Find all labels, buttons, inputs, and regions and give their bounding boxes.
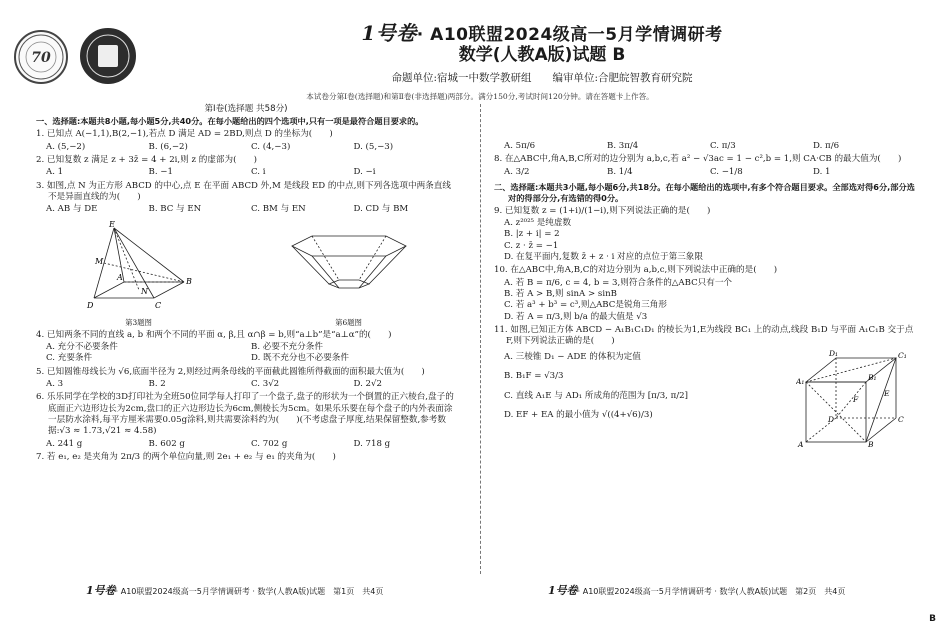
label-B1: B₁ bbox=[868, 372, 877, 382]
option: D. EF + EA 的最小值为 √((4+√6)/3) bbox=[504, 409, 653, 420]
option: D. −i bbox=[353, 167, 376, 178]
school-seal-logo bbox=[14, 30, 68, 84]
question-3: 3. 如图,点 N 为正方形 ABCD 的中心,点 E 在平面 ABCD 外,M 是线段 ED 的中点,则下列各选项中两条直线不是异面直线的为( ) bbox=[36, 180, 451, 202]
question-2-options bbox=[36, 167, 456, 178]
option: C. 充要条件 bbox=[46, 353, 93, 364]
footer-text: · A10联盟2024级高一5月学情调研考 · 数学(人教A版)试题 第1页 共4页 bbox=[115, 587, 384, 596]
question-11-options bbox=[494, 349, 796, 448]
option: A. 充分不必要条件 bbox=[46, 342, 118, 353]
lateral-edge bbox=[369, 246, 406, 284]
option: D. 若 A = π/3,则 b/a 的最大值是 √3 bbox=[504, 311, 648, 322]
lateral-edge bbox=[359, 256, 386, 288]
option: A. z²⁰²⁵ 是纯虚数 bbox=[504, 218, 572, 229]
option: D. CD 与 BM bbox=[353, 204, 409, 215]
option: A. AB 与 DE bbox=[46, 204, 98, 215]
label-N: N bbox=[140, 286, 148, 296]
option: C. 702 g bbox=[251, 438, 288, 449]
pyramid-figure bbox=[79, 218, 199, 314]
figure-3-caption: 第3题图 bbox=[125, 317, 152, 327]
option: C. 直线 A₁E 与 AD₁ 所成角的范围为 [π/3, π/2] bbox=[504, 390, 688, 401]
option: C. (4,−3) bbox=[251, 141, 291, 152]
option: B. 必要不充分条件 bbox=[251, 342, 323, 353]
svg-text:70: 70 bbox=[31, 50, 51, 66]
figure-3 bbox=[79, 218, 199, 328]
seal-emblem-icon bbox=[16, 32, 66, 82]
hidden-lateral-edge bbox=[359, 236, 386, 280]
label-A: A bbox=[116, 272, 123, 282]
label-B: B bbox=[868, 439, 874, 448]
column-divider bbox=[480, 104, 481, 574]
segment-BC1 bbox=[866, 358, 896, 442]
question-2: 2. 已知复数 z 满足 z + 3z̄ = 4 + 2i,则 z 的虚部为( ) bbox=[36, 154, 258, 165]
option: A. 三棱锥 D₁ − ADE 的体积为定值 bbox=[504, 351, 641, 362]
option: B. 2 bbox=[148, 379, 166, 390]
label-A: A bbox=[798, 439, 804, 448]
label-D1: D₁ bbox=[829, 348, 839, 358]
option: C. π/3 bbox=[710, 141, 736, 151]
part-title: 第Ⅰ卷(选择题 共58分) bbox=[204, 104, 288, 114]
brand-mark: 1号卷 bbox=[361, 21, 417, 45]
option: B. −1 bbox=[148, 167, 173, 178]
option: B. 3π/4 bbox=[607, 141, 639, 151]
option: B. |z + i| = 2 bbox=[504, 229, 560, 240]
cube-figure bbox=[796, 348, 916, 448]
option: D. π/6 bbox=[813, 141, 840, 151]
option: C. i bbox=[251, 167, 266, 178]
segment-B1D bbox=[836, 382, 866, 418]
option: C. 若 a³ + b³ = c³,则△ABC是锐角三角形 bbox=[504, 300, 667, 311]
question-10: 10. 在△ABC中,角A,B,C的对边分别为 a,b,c,则下列说法中正确的是( ) bbox=[494, 265, 778, 276]
question-8-options bbox=[494, 167, 916, 178]
question-3-options bbox=[36, 204, 456, 215]
right-column bbox=[494, 140, 916, 448]
label-B: B bbox=[185, 276, 192, 286]
paper-version-letter: B bbox=[929, 614, 936, 624]
question-9-options bbox=[494, 218, 916, 263]
label-M: M bbox=[94, 256, 103, 266]
option: D. 1 bbox=[813, 166, 831, 177]
question-6-options bbox=[36, 439, 456, 450]
footer-brand-mark: 1号卷 bbox=[86, 584, 116, 597]
label-D: D bbox=[86, 300, 93, 310]
figure-row bbox=[36, 218, 456, 328]
question-1-options bbox=[36, 142, 456, 153]
option: D. 2√2 bbox=[353, 379, 382, 390]
footer-page-1 bbox=[86, 584, 383, 599]
author-units: 命题单位:宿城一中数学教研组 编审单位:合肥皖智教育研究院 bbox=[391, 72, 693, 84]
question-7-options bbox=[494, 141, 916, 152]
question-4: 4. 已知两条不同的直线 a, b 和两个不同的平面 α, β,且 α∩β = b,则“a⊥b”是“a⊥α”的( ) bbox=[36, 329, 392, 340]
question-10-options bbox=[494, 278, 916, 323]
option: B. 602 g bbox=[148, 438, 185, 449]
segment-A1C1 bbox=[806, 358, 896, 382]
left-column bbox=[36, 104, 456, 463]
hidden-lateral-edge bbox=[312, 236, 339, 280]
option: B. BC 与 EN bbox=[148, 204, 202, 215]
option: C. 3√2 bbox=[251, 379, 280, 390]
option: C. z · z̄ = −1 bbox=[504, 240, 559, 251]
option: D. 既不充分也不必要条件 bbox=[251, 353, 349, 364]
option: A. 3 bbox=[46, 379, 64, 390]
label-D: D bbox=[828, 414, 835, 424]
label-C: C bbox=[898, 414, 904, 424]
section-two-instructions: 二、选择题:本题共3小题,每小题6分,共18分。在每小题给出的选项中,有多个符合题目要求。全部选对得6分,部分选对的得部分分,有选错的得0分。 bbox=[494, 182, 915, 203]
footer-brand-mark: 1号卷 bbox=[548, 584, 578, 597]
footer-text: · A10联盟2024级高一5月学情调研考 · 数学(人教A版)试题 第2页 共4页 bbox=[577, 587, 846, 596]
option: C. −1/8 bbox=[710, 166, 743, 177]
option: A. 3/2 bbox=[504, 166, 530, 177]
lateral-edge bbox=[292, 246, 329, 284]
plate-rim bbox=[292, 236, 406, 256]
label-E: E bbox=[884, 388, 890, 398]
question-11-body bbox=[494, 348, 916, 448]
option: A. 5π/6 bbox=[504, 141, 536, 151]
question-6: 6. 乐乐同学在学校的3D打印社为全班50位同学每人打印了一个盘子,盘子的形状为一个倒置的正六棱台,盘子的底面正六边形边长为2cm,盘口的正六边形边长为6cm,侧棱长为5cm。如果乐乐要在每个盘子的内外表面涂一层防水涂料,每平方厘米需要0.05g涂料,则共需要涂料约为( )(不考虑盘子厚度,结果保留整数,参考数据:√3 ≈ 1.73,√21 ≈ 4.58) bbox=[36, 392, 454, 437]
institute-emblem-icon bbox=[83, 31, 133, 81]
exam-title bbox=[172, 20, 912, 46]
question-5: 5. 已知圆锥母线长为 √6,底面半径为 2,则经过两条母线的平面截此圆锥所得截面的面积最大值为( ) bbox=[36, 366, 425, 377]
option: D. 718 g bbox=[353, 438, 391, 449]
figure-6-caption: 第6题图 bbox=[335, 317, 362, 327]
label-C: C bbox=[154, 300, 161, 310]
question-11: 11. 如图,已知正方体 ABCD − A₁B₁C₁D₁ 的棱长为1,E为线段 BC₁ 上的动点,线段 B₁D 与平面 A₁C₁B 交于点 F,则下列说法正确的是( ) bbox=[494, 325, 914, 347]
plate-bottom bbox=[329, 280, 369, 288]
option: A. 241 g bbox=[46, 438, 83, 449]
education-institute-logo bbox=[80, 28, 136, 84]
footer-page-2 bbox=[548, 584, 845, 599]
question-8: 8. 在△ABC中,角A,B,C所对的边分别为 a,b,c,若 a² − √3ac = 1 − c²,b = 1,则 CA·CB 的最大值为( ) bbox=[494, 154, 902, 165]
frustum-plate-figure bbox=[284, 218, 414, 314]
figure-6 bbox=[284, 218, 414, 328]
subject-title: 数学(人教A版)试题 B bbox=[458, 45, 626, 65]
label-A1: A₁ bbox=[796, 376, 805, 386]
option: A. 若 B = π/6, c = 4, b = 3,则符合条件的△ABC只有一个 bbox=[504, 277, 733, 288]
question-7: 7. 若 e₁, e₂ 是夹角为 2π/3 的两个单位向量,则 2e₁ + e₂ 与 e₁ 的夹角为( ) bbox=[36, 452, 336, 463]
option: D. 在复平面内,复数 z̄ + z · i 对应的点位于第三象限 bbox=[504, 252, 703, 263]
section-one-instructions: 一、选择题:本题共8小题,每小题5分,共40分。在每小题给出的四个选项中,只有一项是最符合题目要求的。 bbox=[36, 116, 424, 127]
option: B. B₁F = √3/3 bbox=[504, 371, 564, 382]
lateral-edge bbox=[312, 256, 339, 288]
option: A. (5,−2) bbox=[46, 141, 86, 152]
label-C1: C₁ bbox=[898, 350, 907, 360]
exam-note: 本试卷分第Ⅰ卷(选择题)和第Ⅱ卷(非选择题)两部分。满分150分,考试时间120分钟。请在答题卡上作答。 bbox=[306, 92, 654, 101]
question-4-options bbox=[36, 342, 456, 365]
option: A. 1 bbox=[46, 167, 64, 178]
exam-title-text: · A10联盟2024级高一5月学情调研考 bbox=[416, 25, 723, 45]
question-5-options bbox=[36, 379, 456, 390]
question-9: 9. 已知复数 z = (1+i)/(1−i),则下列说法正确的是( ) bbox=[494, 205, 711, 216]
option: D. (5,−3) bbox=[353, 141, 394, 152]
option: B. (6,−2) bbox=[148, 141, 188, 152]
option: C. BM 与 EN bbox=[251, 204, 306, 215]
label-F: F bbox=[853, 394, 859, 404]
edge-EC bbox=[114, 228, 154, 298]
label-E: E bbox=[108, 219, 115, 229]
question-1: 1. 已知点 A(−1,1),B(2,−1),若点 D 满足 AD = 2BD,则点 D 的坐标为( ) bbox=[36, 129, 333, 140]
option: B. 若 A > B,则 sinA > sinB bbox=[504, 289, 617, 300]
option: B. 1/4 bbox=[607, 166, 633, 177]
